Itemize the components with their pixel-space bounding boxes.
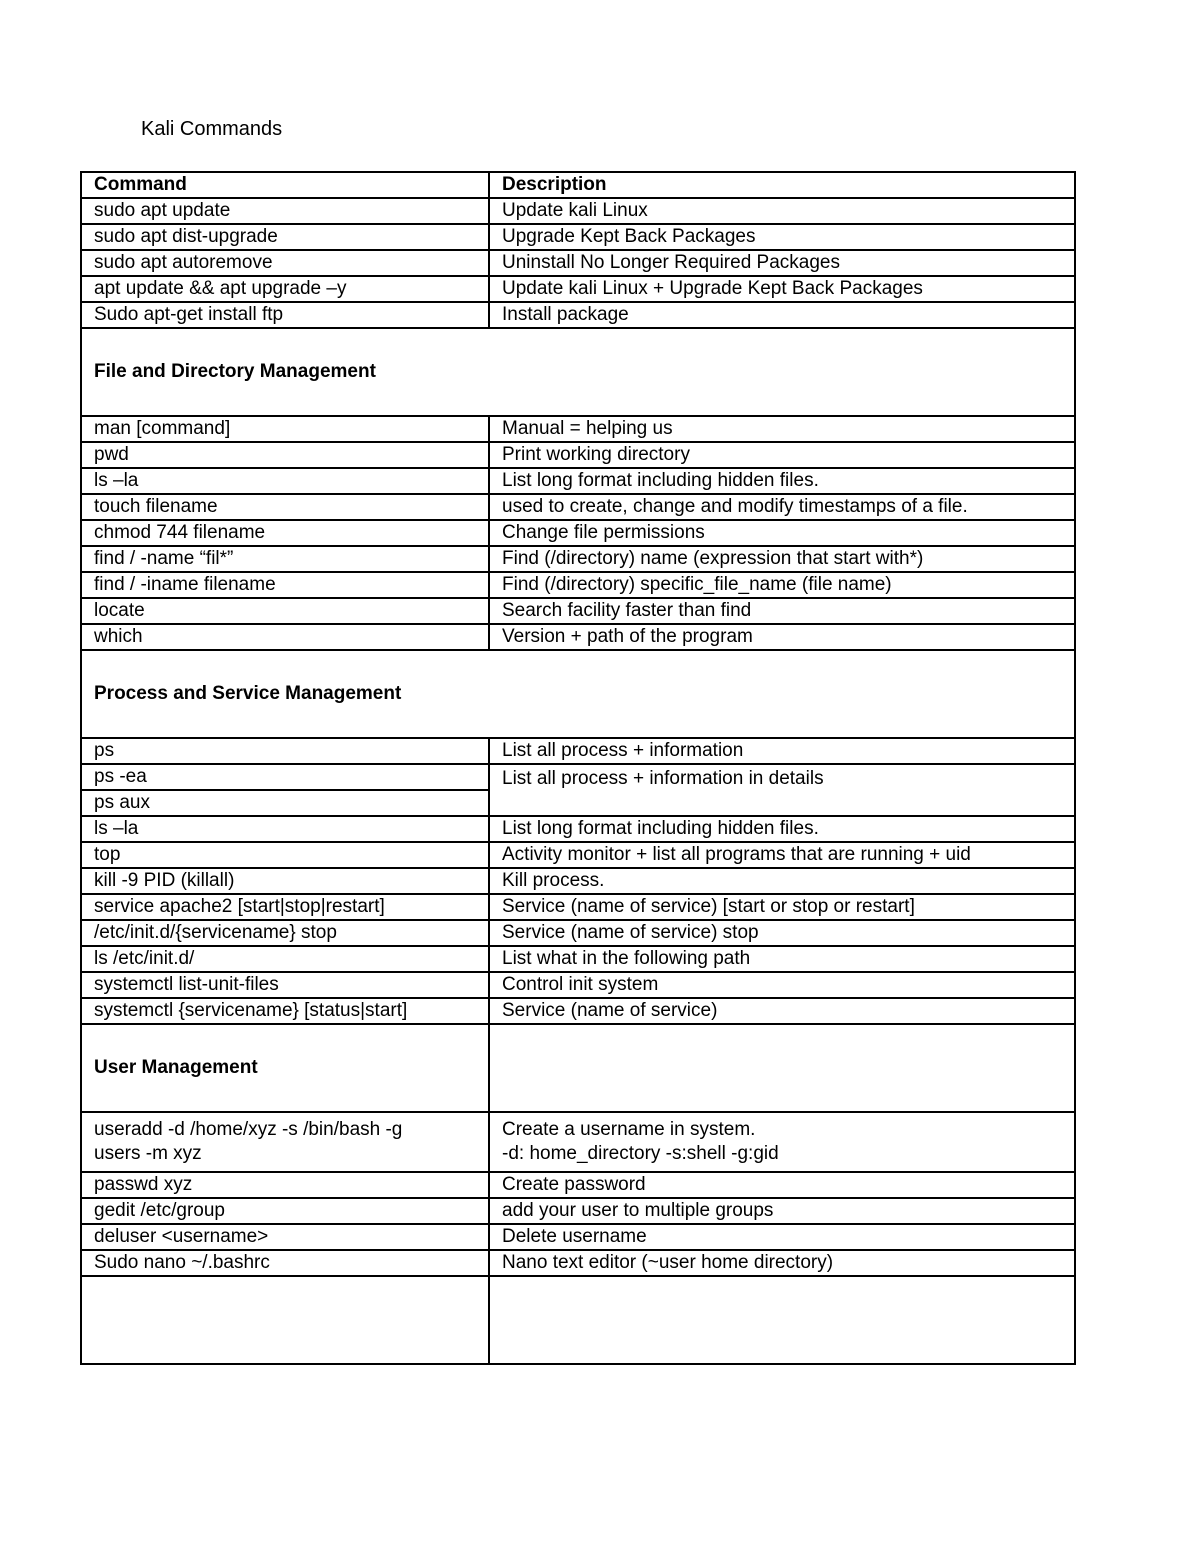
table-row — [81, 442, 1075, 468]
command-cell: apt update && apt upgrade –y — [81, 276, 489, 302]
command-cell: ls –la — [81, 816, 489, 842]
table-row — [81, 520, 1075, 546]
command-cell: passwd xyz — [81, 1172, 489, 1198]
description-cell: Search facility faster than find — [489, 598, 1075, 624]
command-cell: ps — [81, 738, 489, 764]
table-row — [81, 738, 1075, 764]
description-cell: Activity monitor + list all programs that are running + uid — [489, 842, 1075, 868]
section-row-process-management — [81, 650, 1075, 738]
description-cell: Kill process. — [489, 868, 1075, 894]
command-cell: sudo apt update — [81, 198, 489, 224]
description-line: Create a username in system. — [502, 1119, 756, 1140]
table-row — [81, 946, 1075, 972]
description-cell: Service (name of service) [start or stop or restart] — [489, 894, 1075, 920]
command-line: useradd -d /home/xyz -s /bin/bash -g — [94, 1119, 403, 1140]
description-cell: Nano text editor (~user home directory) — [489, 1250, 1075, 1276]
description-cell: used to create, change and modify timestamps of a file. — [489, 494, 1075, 520]
table-row — [81, 920, 1075, 946]
command-cell: which — [81, 624, 489, 650]
description-cell: add your user to multiple groups — [489, 1198, 1075, 1224]
description-cell: Change file permissions — [489, 520, 1075, 546]
table-row — [81, 624, 1075, 650]
document-title: Kali Commands — [141, 118, 283, 140]
command-cell: gedit /etc/group — [81, 1198, 489, 1224]
table-header-row — [81, 172, 1075, 198]
description-cell: Service (name of service) stop — [489, 920, 1075, 946]
empty-cell — [81, 1276, 489, 1364]
table-row — [81, 224, 1075, 250]
description-cell: Install package — [489, 302, 1075, 328]
description-cell: Service (name of service) — [489, 998, 1075, 1024]
table-row — [81, 276, 1075, 302]
description-cell: Delete username — [489, 1224, 1075, 1250]
description-cell: Print working directory — [489, 442, 1075, 468]
description-cell: Manual = helping us — [489, 416, 1075, 442]
command-cell: ls –la — [81, 468, 489, 494]
command-cell: Sudo nano ~/.bashrc — [81, 1250, 489, 1276]
command-cell: man [command] — [81, 416, 489, 442]
table-row — [81, 572, 1075, 598]
table-row — [81, 1224, 1075, 1250]
table-row — [81, 1172, 1075, 1198]
description-cell: List long format including hidden files. — [489, 468, 1075, 494]
table-row — [81, 598, 1075, 624]
description-cell: Upgrade Kept Back Packages — [489, 224, 1075, 250]
command-cell: top — [81, 842, 489, 868]
table-row — [81, 302, 1075, 328]
section-heading: Process and Service Management — [81, 650, 1075, 738]
table-row — [81, 764, 1075, 790]
command-cell: /etc/init.d/{servicename} stop — [81, 920, 489, 946]
table-row — [81, 998, 1075, 1024]
table-row — [81, 842, 1075, 868]
command-cell: ps aux — [81, 790, 489, 816]
command-cell — [81, 1112, 489, 1172]
command-cell: systemctl list-unit-files — [81, 972, 489, 998]
description-cell: List long format including hidden files. — [489, 816, 1075, 842]
table-row — [81, 546, 1075, 572]
command-cell: sudo apt autoremove — [81, 250, 489, 276]
table-row — [81, 1112, 1075, 1172]
description-cell: Uninstall No Longer Required Packages — [489, 250, 1075, 276]
command-cell: find / -iname filename — [81, 572, 489, 598]
empty-row — [81, 1276, 1075, 1364]
command-cell: chmod 744 filename — [81, 520, 489, 546]
table-row — [81, 1250, 1075, 1276]
command-cell: ps -ea — [81, 764, 489, 790]
table-row — [81, 894, 1075, 920]
section-heading: User Management — [81, 1024, 489, 1112]
command-cell: systemctl {servicename} [status|start] — [81, 998, 489, 1024]
command-cell: find / -name “fil*” — [81, 546, 489, 572]
description-cell: Control init system — [489, 972, 1075, 998]
empty-cell — [489, 1276, 1075, 1364]
table-row — [81, 816, 1075, 842]
description-cell: List all process + information in details — [489, 764, 1075, 816]
command-cell: locate — [81, 598, 489, 624]
description-cell — [489, 1112, 1075, 1172]
table-row — [81, 972, 1075, 998]
command-line: users -m xyz — [94, 1143, 202, 1164]
section-row-file-management — [81, 328, 1075, 416]
table-row — [81, 868, 1075, 894]
section-heading: File and Directory Management — [81, 328, 1075, 416]
command-cell: kill -9 PID (killall) — [81, 868, 489, 894]
command-cell: ls /etc/init.d/ — [81, 946, 489, 972]
description-cell: Version + path of the program — [489, 624, 1075, 650]
commands-table — [80, 171, 1076, 1365]
table-row — [81, 198, 1075, 224]
empty-cell — [489, 1024, 1075, 1112]
description-cell: List what in the following path — [489, 946, 1075, 972]
table-row — [81, 494, 1075, 520]
table-row — [81, 1198, 1075, 1224]
command-cell: Sudo apt-get install ftp — [81, 302, 489, 328]
header-description: Description — [489, 172, 1075, 198]
description-cell: Update kali Linux + Upgrade Kept Back Packages — [489, 276, 1075, 302]
table-row — [81, 468, 1075, 494]
description-cell: List all process + information — [489, 738, 1075, 764]
description-cell: Create password — [489, 1172, 1075, 1198]
description-cell: Find (/directory) name (expression that start with*) — [489, 546, 1075, 572]
table-row — [81, 250, 1075, 276]
command-cell: service apache2 [start|stop|restart] — [81, 894, 489, 920]
command-cell: sudo apt dist-upgrade — [81, 224, 489, 250]
command-cell: deluser <username> — [81, 1224, 489, 1250]
header-command: Command — [81, 172, 489, 198]
section-row-user-management — [81, 1024, 1075, 1112]
description-line: -d: home_directory -s:shell -g:gid — [502, 1143, 779, 1164]
description-cell: Find (/directory) specific_file_name (file name) — [489, 572, 1075, 598]
description-cell: Update kali Linux — [489, 198, 1075, 224]
table-row — [81, 416, 1075, 442]
command-cell: pwd — [81, 442, 489, 468]
command-cell: touch filename — [81, 494, 489, 520]
